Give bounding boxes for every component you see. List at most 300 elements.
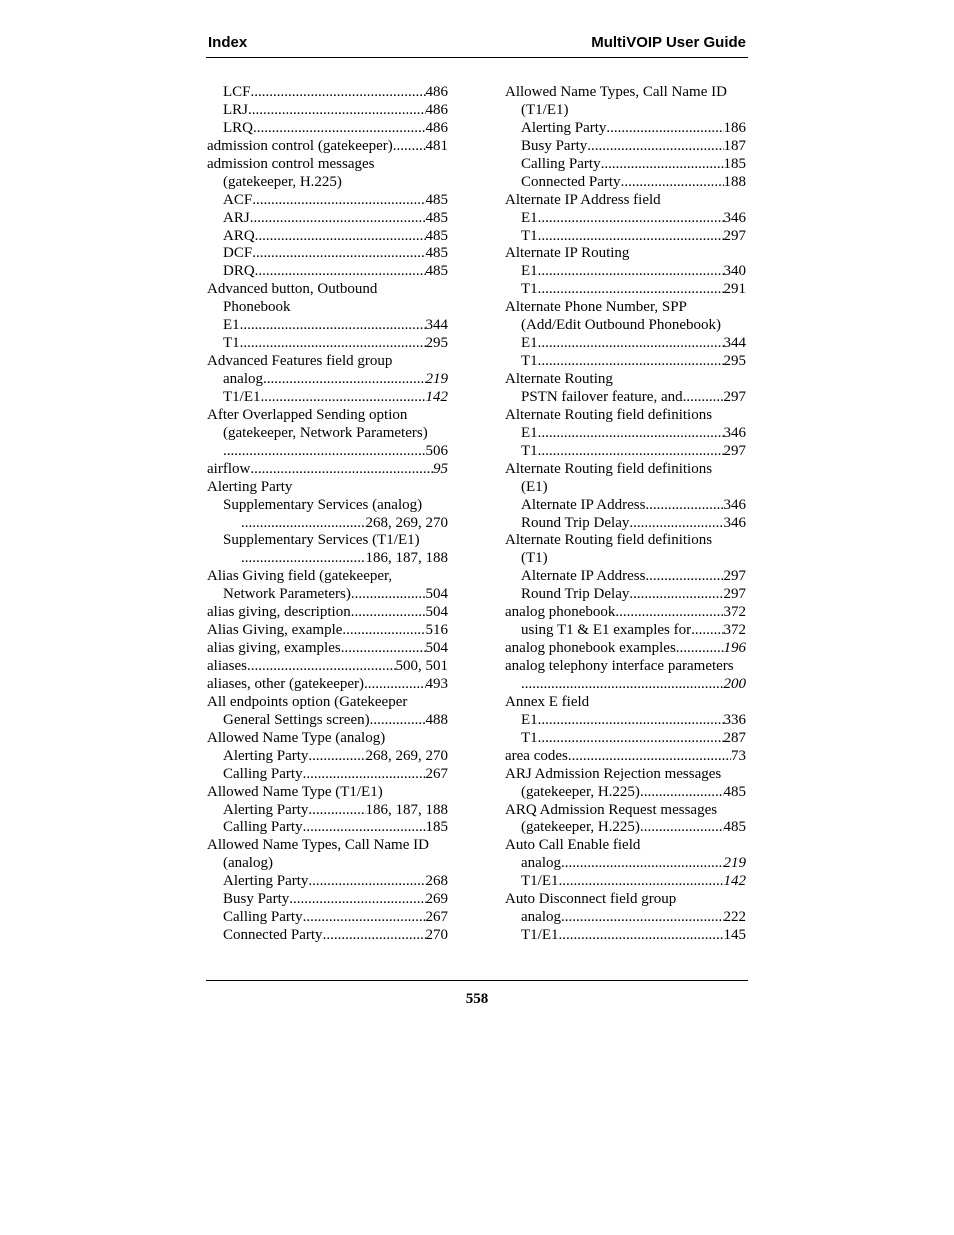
page-reference: 297 (723, 586, 746, 603)
index-term: E1 (521, 263, 538, 280)
index-term: Alerting Party (223, 801, 309, 818)
index-term: admission control messages (207, 155, 375, 172)
index-term: T1 (521, 353, 538, 370)
index-entry (207, 550, 448, 568)
header-section: Index (208, 34, 248, 51)
dot-leader (538, 425, 724, 443)
index-term: T1/E1 (223, 388, 261, 405)
index-entry (505, 927, 746, 945)
index-entry (207, 748, 448, 766)
dot-leader (351, 604, 426, 622)
index-entry (505, 891, 746, 909)
page-reference: 346 (723, 514, 746, 531)
index-term: using T1 & E1 examples for (521, 622, 692, 639)
dot-leader (587, 138, 723, 156)
page-reference: 297 (723, 227, 746, 244)
index-entry (207, 461, 448, 479)
index-entry (505, 174, 746, 192)
index-term: LRQ (223, 119, 253, 136)
index-term: T1 (521, 227, 538, 244)
index-entry (207, 102, 448, 120)
page-reference: 506 (425, 442, 448, 459)
index-entry (207, 802, 448, 820)
header-title: MultiVOIP User Guide (591, 34, 746, 51)
dot-leader (559, 873, 724, 891)
index-term: Alternate Routing (505, 371, 613, 387)
index-term: PSTN failover feature, and (521, 388, 683, 405)
page-reference: 267 (425, 765, 448, 782)
index-term: (Add/Edit Outbound Phonebook) (521, 317, 721, 334)
page-reference: 336 (723, 711, 746, 728)
dot-leader (261, 389, 426, 407)
index-term: E1 (521, 209, 538, 226)
page-reference: 145 (723, 927, 746, 944)
index-term: Alternate IP Address field (505, 191, 661, 208)
index-term: Connected Party (223, 927, 323, 944)
index-term: LRJ (223, 101, 249, 118)
index-entry (207, 497, 448, 515)
index-term: (gatekeeper, H.225) (223, 173, 342, 190)
index-entry (207, 532, 448, 550)
dot-leader (241, 550, 366, 568)
dot-leader (263, 371, 426, 389)
index-term: Calling Party (521, 155, 601, 172)
dot-leader (538, 210, 724, 228)
index-entry (505, 802, 746, 820)
dot-leader (351, 586, 426, 604)
index-entry (505, 694, 746, 712)
index-entry (207, 622, 448, 640)
page-reference: 219 (425, 371, 448, 387)
index-term: Allowed Name Types, Call Name ID (505, 84, 727, 100)
page-reference: 485 (425, 191, 448, 208)
page-reference: 500, 501 (395, 658, 448, 674)
page-reference: 297 (723, 568, 746, 585)
page-reference: 73 (731, 747, 746, 764)
index-entry (207, 819, 448, 837)
index-entry (505, 622, 746, 640)
page-reference: 267 (425, 909, 448, 926)
index-entry (505, 281, 746, 299)
page-reference: 340 (723, 263, 746, 280)
index-entry (505, 479, 746, 497)
index-entry (207, 335, 448, 353)
index-term: Calling Party (223, 909, 303, 926)
dot-leader (253, 120, 426, 138)
index-term: General Settings screen) (223, 711, 370, 728)
index-column-left (207, 84, 448, 945)
index-term: All endpoints option (Gatekeeper (207, 693, 408, 710)
index-entry (505, 443, 746, 461)
index-term: (gatekeeper, H.225) (521, 783, 640, 800)
index-entry (505, 873, 746, 891)
index-term: Calling Party (223, 819, 303, 836)
page-reference: 186, 187, 188 (365, 550, 448, 567)
index-entry (207, 174, 448, 192)
index-term: Alerting Party (521, 119, 607, 136)
page-reference: 486 (425, 101, 448, 118)
page-reference: 297 (723, 442, 746, 459)
index-entry (207, 210, 448, 228)
index-term: Alternate Routing field definitions (505, 460, 713, 477)
index-entry (207, 371, 448, 389)
index-entry (505, 515, 746, 533)
index-term: Network Parameters) (223, 586, 351, 603)
page-reference: 485 (425, 227, 448, 244)
index-entry (207, 586, 448, 604)
index-entry (505, 497, 746, 515)
dot-leader (568, 748, 731, 766)
dot-leader (308, 802, 365, 820)
index-entry (505, 712, 746, 730)
index-entry (207, 120, 448, 138)
index-entry (505, 658, 746, 676)
dot-leader (538, 730, 724, 748)
index-entry (207, 192, 448, 210)
dot-leader (538, 335, 724, 353)
index-term: Calling Party (223, 765, 303, 782)
page-reference: 268, 269, 270 (365, 514, 448, 531)
page-reference: 346 (723, 496, 746, 513)
dot-leader (538, 443, 724, 461)
index-entry (207, 730, 448, 748)
index-term: Alerting Party (223, 873, 309, 890)
page-reference: 504 (425, 586, 448, 603)
dot-leader (561, 909, 724, 927)
page-reference: 291 (723, 281, 746, 298)
index-entry (207, 766, 448, 784)
index-term: (T1/E1) (521, 101, 569, 118)
dot-leader (521, 676, 724, 694)
index-term: LCF (223, 84, 251, 100)
index-entry (207, 263, 448, 281)
index-entry (207, 228, 448, 246)
dot-leader (241, 515, 366, 533)
dot-leader (303, 819, 426, 837)
index-term: DRQ (223, 263, 255, 280)
dot-leader (629, 515, 723, 533)
dot-leader (640, 819, 724, 837)
index-term: Alternate Phone Number, SPP (505, 299, 687, 316)
page-reference: 485 (425, 245, 448, 262)
index-term: Connected Party (521, 173, 621, 190)
index-term: Alternate Routing field definitions (505, 406, 713, 423)
dot-leader (538, 712, 724, 730)
dot-leader (691, 622, 723, 640)
page-reference: 196 (723, 640, 746, 657)
index-entry (505, 604, 746, 622)
index-term: analog (223, 371, 263, 387)
index-entry (207, 156, 448, 174)
index-entry (505, 192, 746, 210)
index-term: Phonebook (223, 299, 291, 316)
index-entry (505, 730, 746, 748)
index-entry (505, 855, 746, 873)
dot-leader (342, 622, 425, 640)
index-entry (207, 281, 448, 299)
dot-leader (255, 228, 426, 246)
index-entry (505, 784, 746, 802)
index-term: Alias Giving, example (207, 622, 343, 639)
index-term: Auto Call Enable field (505, 837, 641, 854)
dot-leader (364, 676, 426, 694)
index-entry (505, 335, 746, 353)
index-term: Round Trip Delay (521, 586, 630, 603)
page-reference: 493 (425, 675, 448, 692)
page-reference: 488 (425, 711, 448, 728)
index-entry (207, 568, 448, 586)
page-reference: 504 (425, 604, 448, 621)
index-entry (505, 819, 746, 837)
page-reference: 372 (723, 604, 746, 621)
page-reference: 485 (723, 819, 746, 836)
dot-leader (303, 766, 426, 784)
page-reference: 269 (425, 891, 448, 908)
index-entry (207, 855, 448, 873)
index-entry (207, 245, 448, 263)
index-entry (505, 138, 746, 156)
page-reference: 516 (425, 622, 448, 639)
index-entry (505, 389, 746, 407)
page-reference: 344 (723, 335, 746, 352)
dot-leader (240, 317, 426, 335)
index-entry (207, 604, 448, 622)
page-reference: 295 (425, 335, 448, 352)
dot-leader (323, 927, 426, 945)
index-term: Supplementary Services (analog) (223, 496, 423, 513)
page-reference: 485 (425, 209, 448, 226)
index-entry (207, 515, 448, 533)
index-entry (505, 532, 746, 550)
index-term: Supplementary Services (T1/E1) (223, 532, 420, 549)
dot-leader (289, 891, 425, 909)
index-entry (207, 299, 448, 317)
index-term: (gatekeeper, H.225) (521, 819, 640, 836)
index-entry (207, 407, 448, 425)
index-entry (207, 84, 448, 102)
index-column-right (505, 84, 746, 945)
index-term: Alerting Party (223, 747, 309, 764)
index-term: analog (521, 909, 561, 926)
dot-leader (308, 748, 365, 766)
index-entry (505, 550, 746, 568)
index-term: Allowed Name Types, Call Name ID (207, 837, 429, 854)
index-entry (505, 371, 746, 389)
index-term: T1 (521, 729, 538, 746)
index-entry (505, 407, 746, 425)
index-entry (505, 245, 746, 263)
page-reference: 268, 269, 270 (365, 747, 448, 764)
footer-rule (206, 980, 748, 981)
index-term: analog (521, 855, 561, 872)
index-entry (207, 837, 448, 855)
dot-leader (606, 120, 723, 138)
page-reference: 222 (723, 909, 746, 926)
index-term: Allowed Name Type (analog) (207, 729, 386, 746)
page-reference: 485 (723, 783, 746, 800)
index-term: ARJ Admission Rejection messages (505, 765, 722, 782)
index-term: DCF (223, 245, 253, 262)
index-entry (505, 909, 746, 927)
dot-leader (303, 909, 426, 927)
dot-leader (240, 335, 426, 353)
dot-leader (250, 461, 433, 479)
page-reference: 186, 187, 188 (365, 801, 448, 818)
page-number: 558 (465, 991, 489, 1007)
dot-leader (601, 156, 724, 174)
index-entry (505, 263, 746, 281)
index-term: Alternate IP Address (521, 496, 646, 513)
index-entry (207, 138, 448, 156)
dot-leader (683, 389, 724, 407)
index-entry (505, 120, 746, 138)
index-term: alias giving, examples (207, 640, 341, 657)
index-entry (505, 317, 746, 335)
page-reference: 185 (723, 155, 746, 172)
index-term: Alternate Routing field definitions (505, 532, 713, 549)
page-reference: 200 (723, 675, 746, 692)
page-reference: 186 (723, 119, 746, 136)
index-term: analog telephony interface parameters (505, 658, 734, 674)
index-entry (505, 676, 746, 694)
index-term: analog phonebook examples (505, 640, 676, 657)
index-term: airflow (207, 460, 251, 477)
index-term: T1/E1 (521, 927, 559, 944)
index-term: ARJ (223, 209, 250, 226)
page-reference: 187 (723, 137, 746, 154)
index-term: admission control (gatekeeper) (207, 137, 393, 154)
index-term: Alternate IP Address (521, 568, 646, 585)
dot-leader (251, 84, 426, 102)
index-entry (505, 299, 746, 317)
dot-leader (645, 568, 723, 586)
index-term: alias giving, description (207, 604, 351, 621)
index-term: T1/E1 (521, 873, 559, 890)
index-term: Busy Party (223, 891, 290, 908)
index-term: After Overlapped Sending option (207, 406, 408, 423)
page-reference: 142 (425, 388, 448, 405)
index-term: (gatekeeper, Network Parameters) (223, 424, 428, 441)
index-entry (505, 102, 746, 120)
page-reference: 295 (723, 353, 746, 370)
page-reference: 297 (723, 388, 746, 405)
index-entry (505, 837, 746, 855)
page-reference: 485 (425, 263, 448, 280)
index-entry (505, 425, 746, 443)
index-term: E1 (223, 317, 240, 334)
page-reference: 346 (723, 424, 746, 441)
index-term: (analog) (223, 855, 273, 872)
page-reference: 95 (433, 460, 448, 477)
index-term: (E1) (521, 478, 548, 495)
page-reference: 188 (723, 173, 746, 190)
page-reference: 504 (425, 640, 448, 657)
page-reference: 486 (425, 84, 448, 100)
index-term: aliases (207, 658, 247, 674)
index-entry (207, 443, 448, 461)
index-term: E1 (521, 424, 538, 441)
index-term: Advanced button, Outbound (207, 281, 378, 298)
dot-leader (538, 228, 724, 246)
index-entry (207, 927, 448, 945)
index-term: E1 (521, 711, 538, 728)
index-entry (207, 640, 448, 658)
index-term: Alerting Party (207, 478, 293, 495)
index-entry (207, 317, 448, 335)
page-reference: 142 (723, 873, 746, 890)
index-term: E1 (521, 335, 538, 352)
index-entry (207, 873, 448, 891)
index-entry (207, 676, 448, 694)
dot-leader (308, 873, 425, 891)
index-term: T1 (521, 442, 538, 459)
dot-leader (223, 443, 426, 461)
index-entry (207, 712, 448, 730)
dot-leader (538, 281, 724, 299)
index-entry (207, 909, 448, 927)
index-entry (505, 461, 746, 479)
index-term: Alternate IP Routing (505, 245, 630, 262)
index-entry (207, 784, 448, 802)
page-reference: 185 (425, 819, 448, 836)
index-term: aliases, other (gatekeeper) (207, 675, 364, 692)
dot-leader (559, 927, 724, 945)
index-entry (207, 353, 448, 371)
index-entry (505, 353, 746, 371)
index-term: ACF (223, 191, 253, 208)
dot-leader (640, 784, 724, 802)
dot-leader (629, 586, 723, 604)
index-entry (505, 748, 746, 766)
dot-leader (370, 712, 426, 730)
dot-leader (615, 604, 723, 622)
dot-leader (393, 138, 426, 156)
index-term: Busy Party (521, 137, 588, 154)
page-reference: 219 (723, 855, 746, 872)
index-term: Allowed Name Type (T1/E1) (207, 783, 383, 800)
index-entry (207, 389, 448, 407)
dot-leader (341, 640, 426, 658)
page-header (206, 33, 748, 58)
dot-leader (676, 640, 724, 658)
index-term: Round Trip Delay (521, 514, 630, 531)
page-reference: 481 (425, 137, 448, 154)
index-entry (505, 228, 746, 246)
index-entry (207, 694, 448, 712)
dot-leader (538, 353, 724, 371)
index-term: Advanced Features field group (207, 353, 393, 370)
index-entry (505, 640, 746, 658)
page-reference: 287 (723, 729, 746, 746)
dot-leader (561, 855, 724, 873)
index-term: area codes (505, 747, 568, 764)
dot-leader (248, 102, 425, 120)
index-term: T1 (223, 335, 240, 352)
page-reference: 346 (723, 209, 746, 226)
dot-leader (252, 192, 425, 210)
index-entry (207, 891, 448, 909)
index-term: analog phonebook (505, 604, 616, 621)
dot-leader (645, 497, 723, 515)
index-entry (207, 479, 448, 497)
dot-leader (250, 210, 426, 228)
index-entry (505, 210, 746, 228)
index-entry (505, 156, 746, 174)
page-reference: 372 (723, 622, 746, 639)
index-entry (505, 84, 746, 102)
index-term: Annex E field (505, 693, 590, 710)
index-entry (505, 766, 746, 784)
